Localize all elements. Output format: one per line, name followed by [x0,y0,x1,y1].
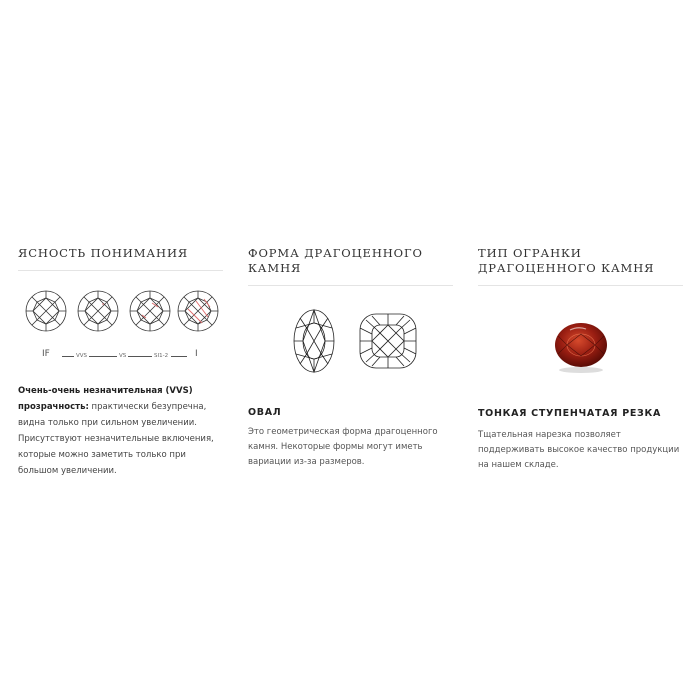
clarity-description [18,383,223,479]
oval-cut-icon [292,308,336,374]
clarity-scale [18,289,223,364]
scale-i-label: I [195,349,198,359]
diamond-vvs-icon [76,289,120,333]
shape-divider [248,285,453,286]
cut-section [478,240,683,473]
diamond-i-icon [176,289,220,333]
diamond-vs-icon [128,289,172,333]
clarity-divider [18,270,223,271]
red-gemstone-icon [552,320,610,374]
scale-si-label: SI1-2 [154,353,169,359]
scale-if-label: IF [42,349,50,359]
cut-title: ТОНКАЯ СТУПЕНЧАТАЯ РЕЗКА [478,408,662,419]
clarity-section [18,240,223,479]
clarity-text: практически безупречна, видна только при сильном увеличении. Присутствуют незначительные включения, которые можно заметить только при большом увеличении. [18,402,214,476]
scale-vs-label: VS [119,353,127,359]
shape-section [248,240,453,470]
clarity-heading: ЯСНОСТЬ ПОНИМАНИЯ [18,246,189,260]
shape-title: ОВАЛ [248,407,282,418]
diamond-if-icon [24,289,68,333]
shape-heading: ФОРМА ДРАГОЦЕННОГО КАМНЯ [248,246,423,275]
scale-line [128,356,152,357]
scale-line [171,356,187,357]
cut-divider [478,285,683,286]
shape-description: Это геометрическая форма драгоценного камня. Некоторые формы могут иметь вариации из-за размеров. [248,427,438,467]
cushion-cut-icon [358,312,418,370]
scale-line [62,356,74,357]
scale-line [89,356,117,357]
shape-illustrations [248,308,453,383]
cut-description: Тщательная нарезка позволяет поддерживать высокое качество продукции на нашем складе. [478,430,680,470]
cut-heading: ТИП ОГРАНКИ ДРАГОЦЕННОГО КАМНЯ [478,246,655,275]
gem-image [478,320,683,388]
scale-vvs-label: VVS [76,353,88,359]
clarity-bold-text: Очень-очень незначительная (VVS) прозрачность: [18,386,193,412]
